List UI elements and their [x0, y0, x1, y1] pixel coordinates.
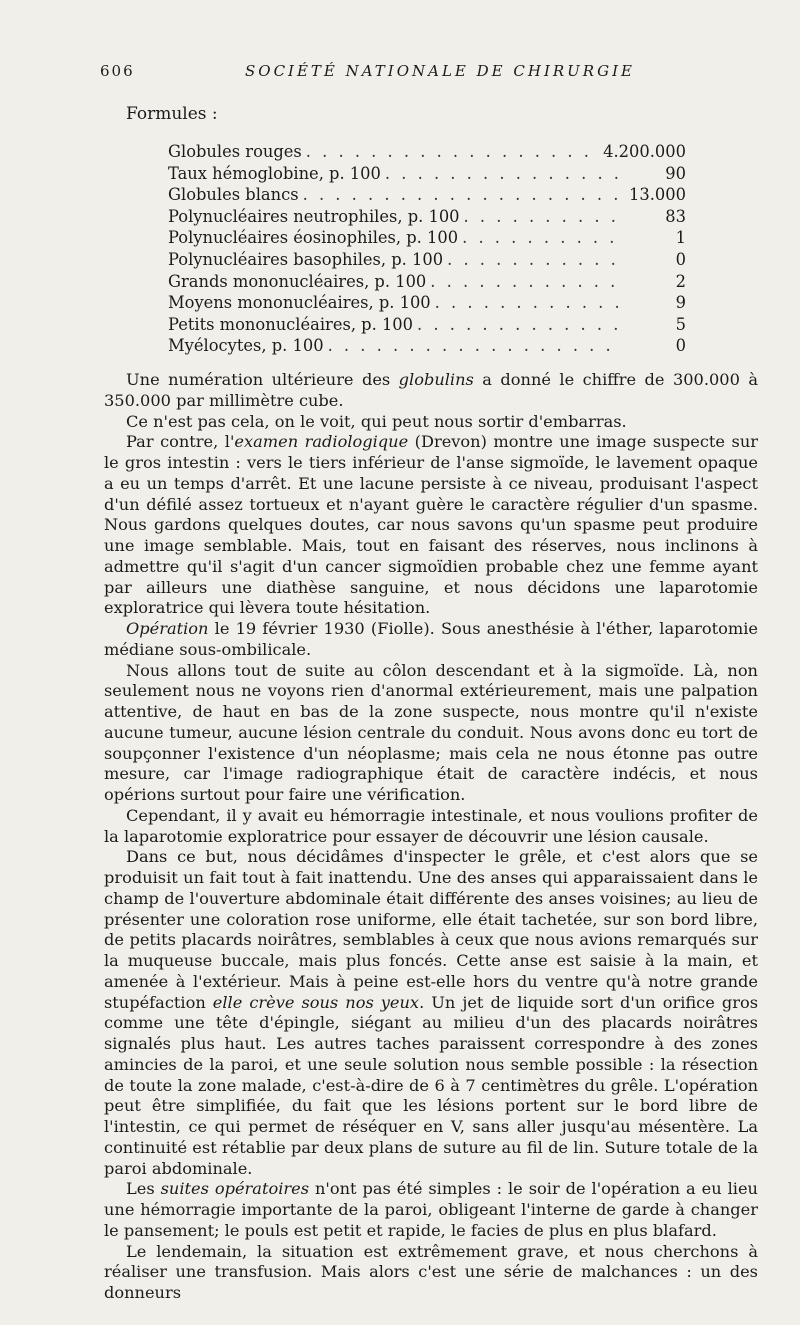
- dot-leader: [464, 207, 620, 226]
- paragraph-colon: Nous allons tout de suite au côlon descendant et à la sigmoïde. Là, non seulement nous ne voyons rien d'anormal extérieurement, mais une palpation attentive, de haut en bas de la zone suspecte, nous montre qu'il n'existe aucune tumeur, aucune lésion centrale du conduit. Nous avons donc eu tort de soupçonner l'existence d'un néoplasme; mais cela ne nous étonne pas outre mesure, car l'image radiographique était de caractère indécis, et nous opérions surtout pour faire une vérification.: [104, 660, 758, 804]
- formula-row: [168, 315, 686, 337]
- formula-value: 1: [675, 228, 686, 248]
- paragraph-hemorragie: Cependant, il y avait eu hémorragie intestinale, et nous voulions profiter de la laparotomie exploratrice pour essayer de découvrir une lésion causale.: [104, 805, 758, 846]
- formula-value: 83: [665, 206, 686, 226]
- page-number: 606: [100, 62, 135, 80]
- formula-label: Moyens mononucléaires, p. 100: [168, 293, 431, 313]
- formula-value: 9: [675, 293, 686, 313]
- dot-leader: [306, 142, 597, 161]
- formula-label: Globules blancs: [168, 185, 299, 205]
- formula-row: [168, 336, 686, 358]
- dot-leader: [417, 315, 620, 334]
- formula-label: Polynucléaires neutrophiles, p. 100: [168, 206, 460, 226]
- dot-leader: [303, 185, 620, 204]
- formula-row: [168, 272, 686, 294]
- paragraph-grele: Dans ce but, nous décidâmes d'inspecter le grêle, et c'est alors que se produisit un fait tout à fait inattendu. Une des anses qui apparaissaient dans le champ de l'ouverture abdominale était différente des anses voisines; au lieu de présenter une coloration rose uniforme, elle était tachetée, sur son bord libre, de petits placards noirâtres, semblables à ceux que nous avions remarqués sur la muqueuse buccale, mais plus foncés. Cette anse est saisie à la main, et amenée à l'extérieur. Mais à peine est-elle hors du ventre qu'à notre grande stupéfaction elle crève sous nos yeux. Un jet de liquide sort d'un orifice gros comme une tête d'épingle, siégant au milieu d'un des placards noirâtres signalés plus haut. Les autres taches paraissent correspondre à des zones amincies de la paroi, et une seule solution nous semble possible : la résection de toute la zone malade, c'est-à-dire de 6 à 7 centimètres du grêle. L'opération peut être simplifiée, du fait que les lésions portent sur le bord libre de l'intestin, ce qui permet de réséquer en V, sans aller jusqu'au mésentère. La continuité est rétablie par deux plans de suture au fil de lin. Suture totale de la paroi abdominale.: [104, 847, 759, 1178]
- dot-leader: [385, 164, 620, 183]
- dot-leader: [430, 272, 620, 291]
- dot-leader: [462, 228, 620, 247]
- formula-row: [168, 185, 686, 207]
- formula-value: 2: [675, 271, 686, 291]
- paragraph-examen-radiologique: Par contre, l'examen radiologique (Drevon) montre une image suspecte sur le gros intestin : vers le tiers inférieur de l'anse sigmoïde, le lavement opaque a eu un temps d'arrêt. Et une lacune persiste à ce niveau, produisant l'aspect d'un défilé assez tortueux et n'ayant guère le caractère régulier d'un spasme. Nous gardons quelques doutes, car nous savons qu'un spasme peut produire une image semblable. Mais, tout en faisant des réserves, nous inclinons à admettre qu'il s'agit d'un cancer sigmoïdien probable chez une femme ayant par ailleurs une diathèse sanguine, et nous décidons une laparotomie exploratrice qui lèvera toute hésitation.: [104, 432, 758, 618]
- formula-value: 5: [675, 314, 686, 334]
- formula-label: Petits mononucléaires, p. 100: [168, 314, 414, 334]
- formula-value: 90: [665, 163, 686, 183]
- body-text: [104, 370, 758, 1304]
- formula-value: 4.200.000: [603, 142, 686, 161]
- formules-heading: Formules :: [126, 104, 218, 124]
- running-title: SOCIÉTÉ NATIONALE DE CHIRURGIE: [245, 62, 635, 80]
- blood-formula-list: [168, 142, 686, 358]
- formula-label: Globules rouges: [168, 142, 302, 161]
- formula-label: Taux hémoglobine, p. 100: [168, 163, 381, 183]
- formula-row: [168, 250, 686, 272]
- dot-leader: [328, 336, 620, 355]
- formula-label: Polynucléaires éosinophiles, p. 100: [168, 228, 459, 248]
- formula-label: Myélocytes, p. 100: [168, 336, 324, 356]
- formula-row: [168, 207, 686, 229]
- formula-row: [168, 142, 686, 164]
- formula-value: 13.000: [629, 185, 686, 205]
- paragraph-embarras: Ce n'est pas cela, on le voit, qui peut nous sortir d'embarras.: [126, 411, 627, 431]
- paragraph-numeration: Une numération ultérieure des globulins a donné le chiffre de 300.000 à 350.000 par millimètre cube.: [104, 370, 758, 410]
- formula-value: 0: [675, 249, 686, 269]
- dot-leader: [435, 293, 620, 312]
- dot-leader: [447, 250, 620, 269]
- formula-row: [168, 164, 686, 186]
- formula-value: 0: [675, 336, 686, 356]
- formula-row: [168, 293, 686, 315]
- formula-row: [168, 228, 686, 250]
- formula-label: Grands mononucléaires, p. 100: [168, 271, 427, 291]
- paragraph-operation: Opération le 19 février 1930 (Fiolle). Sous anesthésie à l'éther, laparotomie médiane sous-ombilicale.: [104, 619, 758, 659]
- formula-label: Polynucléaires basophiles, p. 100: [168, 249, 444, 269]
- paragraph-suites-operatoires: Les suites opératoires n'ont pas été simples : le soir de l'opération a eu lieu une hémorragie importante de la paroi, obligeant l'interne de garde à changer le pansement; le pouls est petit et rapide, le facies de plus en plus blafard.: [104, 1179, 758, 1240]
- paragraph-lendemain: Le lendemain, la situation est extrêmement grave, et nous cherchons à réaliser une transfusion. Mais alors c'est une série de malchances : un des donneurs: [104, 1241, 758, 1302]
